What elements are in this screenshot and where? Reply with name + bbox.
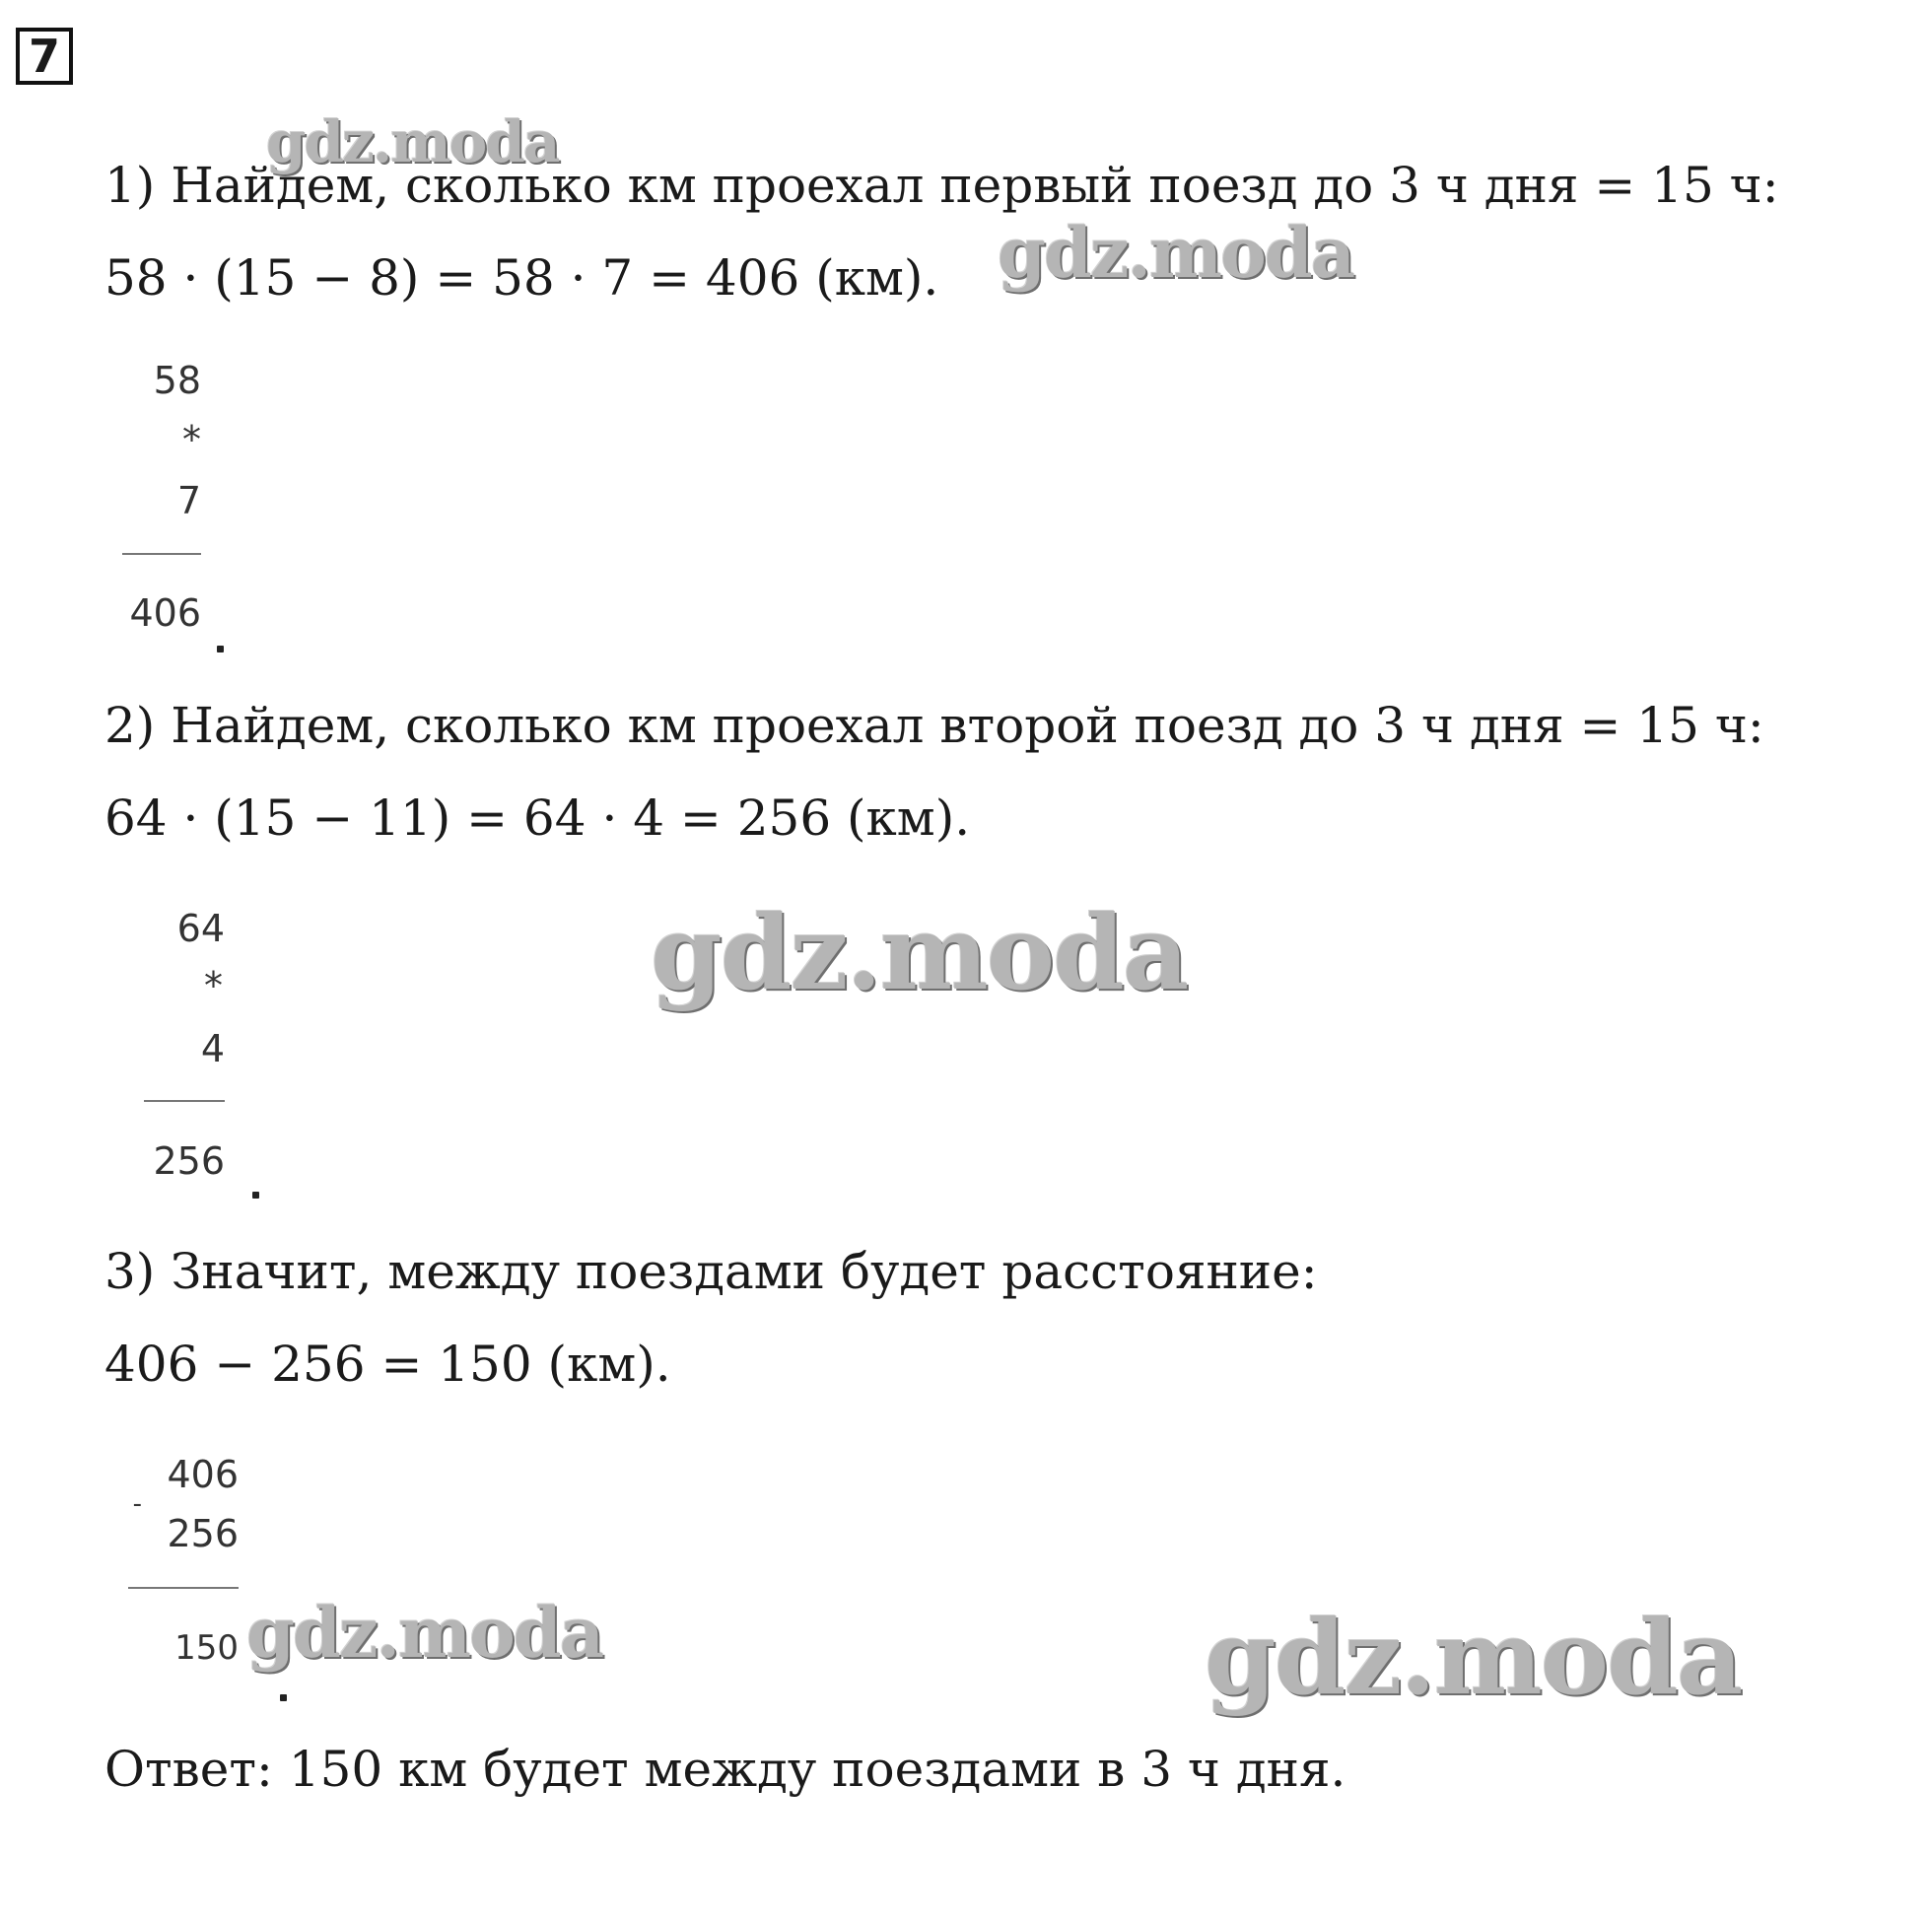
watermark-center: gdz.moda [651, 892, 1188, 1013]
step-1-column-operator: * [182, 418, 201, 461]
step-2-column-top: 64 [176, 907, 225, 950]
step-2-column-period [252, 1192, 259, 1199]
step-3-column-top: 406 [167, 1453, 239, 1496]
step-2-column-rule [144, 1100, 225, 1102]
step-2-column-bottom: 4 [200, 1027, 225, 1070]
watermark-top-right: gdz.moda [998, 212, 1354, 294]
step-1-column-rule [122, 553, 201, 555]
step-1-column-period [217, 646, 224, 652]
answer-text: Ответ: 150 км будет между поездами в 3 ч дня. [104, 1741, 1346, 1798]
watermark-top-left: gdz.moda [266, 108, 559, 175]
step-3-column-rule [128, 1587, 239, 1589]
task-number-badge: 7 [16, 28, 73, 85]
step-1-column-top: 58 [153, 359, 201, 402]
step-3-text: 3) Значит, между поездами будет расстояние: [104, 1243, 1318, 1300]
step-2-text: 2) Найдем, сколько км проехал второй поезд до 3 ч дня = 15 ч: [104, 697, 1764, 754]
step-3-column-bottom: 256 [167, 1512, 239, 1555]
step-3-column-operator: - [132, 1489, 142, 1519]
step-3-column-period [280, 1694, 287, 1701]
step-1-column-result: 406 [129, 591, 201, 635]
step-2-column-operator: * [204, 964, 223, 1007]
step-3-equation: 406 − 256 = 150 (км). [104, 1336, 671, 1393]
step-2-column-result: 256 [153, 1139, 225, 1183]
step-1-text: 1) Найдем, сколько км проехал первый поезд до 3 ч дня = 15 ч: [104, 157, 1779, 214]
step-1-equation: 58 · (15 − 8) = 58 · 7 = 406 (км). [104, 249, 939, 307]
step-1-column-bottom: 7 [176, 479, 201, 522]
watermark-bottom-left: gdz.moda [246, 1592, 603, 1674]
watermark-bottom-right: gdz.moda [1205, 1597, 1742, 1718]
step-3-column-result: 150 [174, 1628, 239, 1668]
step-2-equation: 64 · (15 − 11) = 64 · 4 = 256 (км). [104, 790, 971, 847]
